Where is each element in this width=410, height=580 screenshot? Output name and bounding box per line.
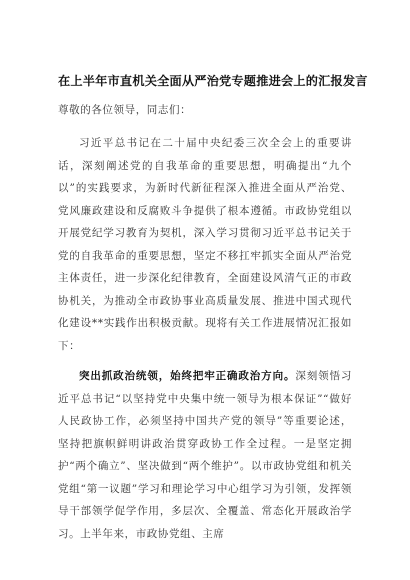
paragraph-lead: 突出抓政治统领，始终把牢正确政治方向。 bbox=[79, 370, 296, 382]
paragraph-intro bbox=[58, 132, 352, 357]
paragraph-text: 习近平总书记在二十届中央纪委三次全会上的重要讲话，深刻阐述党的自我革命的重要思想，明确提出“九个以”的实践要求，为新时代新征程深入推进全面从严治党、党风廉政建设和反腐败斗争提供了根本遵循。市政协党组以开展党纪学习教育为契机，深入学习贯彻习近平总书记关于党的自我革命的重要思想，坚定不移扛牢抓实全面从严治党主体责任，进一步深化纪律教育，全面建设风清气正的市政协机关，为推动全市政协事业高质量发展、推进中国式现代化建设**实践作出积极贡献。现将有关工作进展情况汇报如下： bbox=[58, 137, 352, 352]
salutation: 尊敬的各位领导，同志们： bbox=[58, 104, 192, 116]
document-title: 在上半年市直机关全面从严治党专题推进会上的汇报发言 bbox=[58, 74, 368, 88]
paragraph-text: 深刻领悟习近平总书记“以坚持党中央集中统一领导为根本保证”“做好人民政协工作，必须坚持中国共产党的领导”等重要论述，坚持把旗帜鲜明讲政治贯穿政协工作全过程。一是坚定拥护“两个确立”、坚决做到“两个维护”。以市政协党组和机关党组“第一议题”学习和理论学习中心组学习为引领，发挥领导干部领学促学作用，多层次、全覆盖、常态化开展政治学习。上半年来，市政协党组、主席 bbox=[58, 370, 353, 540]
paragraph-political-leadership bbox=[58, 365, 352, 545]
